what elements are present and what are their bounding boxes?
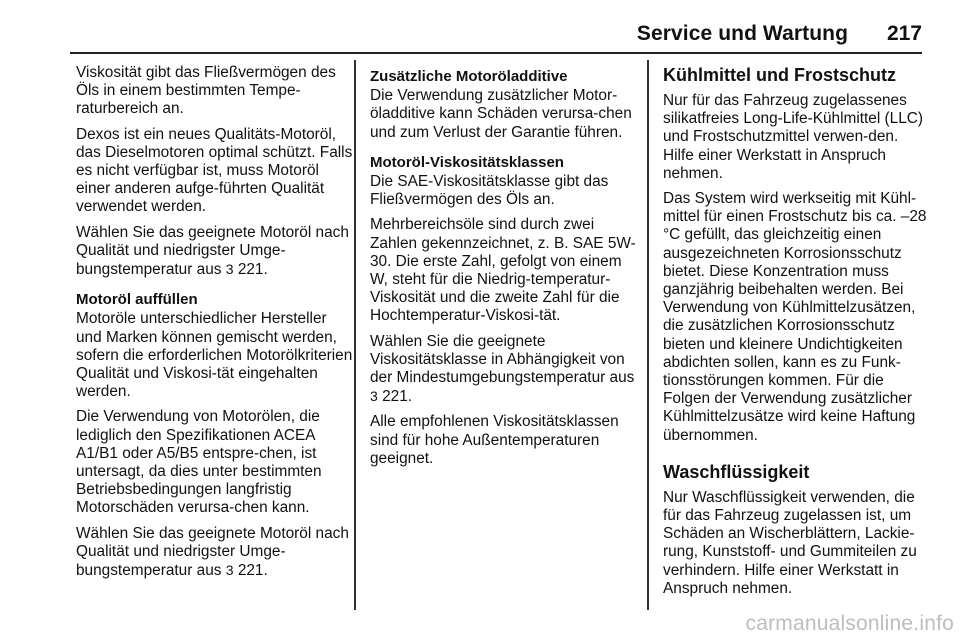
header-rule (70, 52, 922, 54)
paragraph-text: Wählen Sie das geeignete Motoröl nach Qualität und niedrigster Umge-bungstemperatur aus (76, 223, 349, 279)
page-ref-icon: 3 (225, 261, 234, 278)
page-ref-link[interactable]: 221. (237, 562, 268, 580)
paragraph-washer-fluid: Nur Waschflüssigkeit verwenden, die für das Fahrzeug zugelassen ist, um Schäden an Wischerblättern, Lackie-rung, Kunststoff- und Gummiteilen zu verhindern. Hilfe einer Werkstatt in Anspruch nehmen. (663, 488, 917, 597)
page-ref-link[interactable]: 221. (237, 261, 268, 279)
paragraph-select-viscosity (370, 333, 638, 407)
paragraph-select-oil-2 (76, 525, 356, 581)
heading-additives: Zusätzliche Motoröladditive (370, 68, 568, 85)
page-ref-icon: 3 (225, 562, 234, 579)
paragraph-select-oil (76, 224, 356, 280)
paragraph-high-temp: Alle empfohlenen Viskositätsklassen sind für hohe Außentemperaturen geeignet. (370, 413, 619, 467)
heading-coolant: Kühlmittel und Frostschutz (663, 65, 896, 85)
column-3 (663, 64, 931, 605)
paragraph-viscosity-intro: Viskosität gibt das Fließvermögen des Öls in einem bestimmten Tempe-raturbereich an. (76, 64, 336, 118)
column-2 (370, 64, 638, 475)
heading-refill-oil: Motoröl auffüllen (76, 291, 198, 309)
watermark: carmanualsonline.info (745, 612, 954, 635)
heading-viscosity-classes: Motoröl-Viskositätsklassen (370, 153, 564, 171)
paragraph-acea: Die Verwendung von Motorölen, die lediglich den Spezifikationen ACEA A1/B1 oder A5/B5 entspre-chen, ist untersagt, da dies unter bestimmten Betriebsbedingungen langfristig Motorschäden verursa-chen kann. (76, 408, 322, 517)
paragraph-mixing: Motoröle unterschiedlicher Hersteller und Marken können gemischt werden, sofern die erforderlichen Motorölkriterien Qualität und Viskosi-tät eingehalten werden. (76, 310, 353, 401)
page-ref-icon: 3 (370, 388, 378, 405)
page-number: 217 (886, 22, 922, 45)
page-ref-link[interactable]: 221. (382, 388, 413, 406)
paragraph-coolant-system: Das System wird werkseitig mit Kühl-mittel für einen Frostschutz bis ca. –28 °C gefüllt, das gleichzeitig einen ausgezeichneten Korrosionsschutz bietet. Diese Konzentration muss ganzjährig beibehalten werden. Bei Verwendung von Kühlmittelzusätzen, die zusätzlichen Korrosionsschutz bieten und kleinere Undichtigkeiten abdichten sollen, kann es zu Funk-tionsstörungen kommen. Für die Folgen der Verwendung zusätzlicher Kühlmittelzusätze wird keine Haftung übernommen. (663, 190, 927, 444)
column-1 (76, 64, 356, 587)
paragraph-multigrade: Mehrbereichsöle sind durch zwei Zahlen gekennzeichnet, z. B. SAE 5W-30. Die erste Zahl, gefolgt von einem W, steht für die Niedrig-temperatur-Viskosität und die zweite Zahl für die Hochtemperatur-Viskosi-tät. (370, 216, 636, 325)
column-divider-2 (647, 60, 649, 610)
paragraph-additives: Die Verwendung zusätzlicher Motor-öladditive kann Schäden verursa-chen und zum Verlust der Garantie führen. (370, 87, 632, 141)
paragraph-text: Wählen Sie das geeignete Motoröl nach Qualität und niedrigster Umge-bungstemperatur aus (76, 524, 349, 580)
page-header (0, 0, 960, 55)
heading-washer-fluid: Waschflüssigkeit (663, 461, 810, 482)
section-title: Service und Wartung (636, 22, 848, 45)
paragraph-sae: Die SAE-Viskositätsklasse gibt das Fließvermögen des Öls an. (370, 173, 609, 209)
paragraph-coolant-approved: Nur für das Fahrzeug zugelassenes silikatfreies Long-Life-Kühlmittel (LLC) und Frostschutzmittel verwen-den. Hilfe einer Werkstatt in Anspruch nehmen. (663, 92, 924, 182)
paragraph-text: Wählen Sie die geeignete Viskositätsklasse in Abhängigkeit von der Mindestumgebungstemperatur aus (370, 332, 635, 387)
paragraph-dexos: Dexos ist ein neues Qualitäts-Motoröl, das Dieselmotoren optimal schützt. Falls es nicht verfügbar ist, muss Motoröl einer anderen aufge-führten Qualität verwendet werden. (76, 125, 353, 216)
